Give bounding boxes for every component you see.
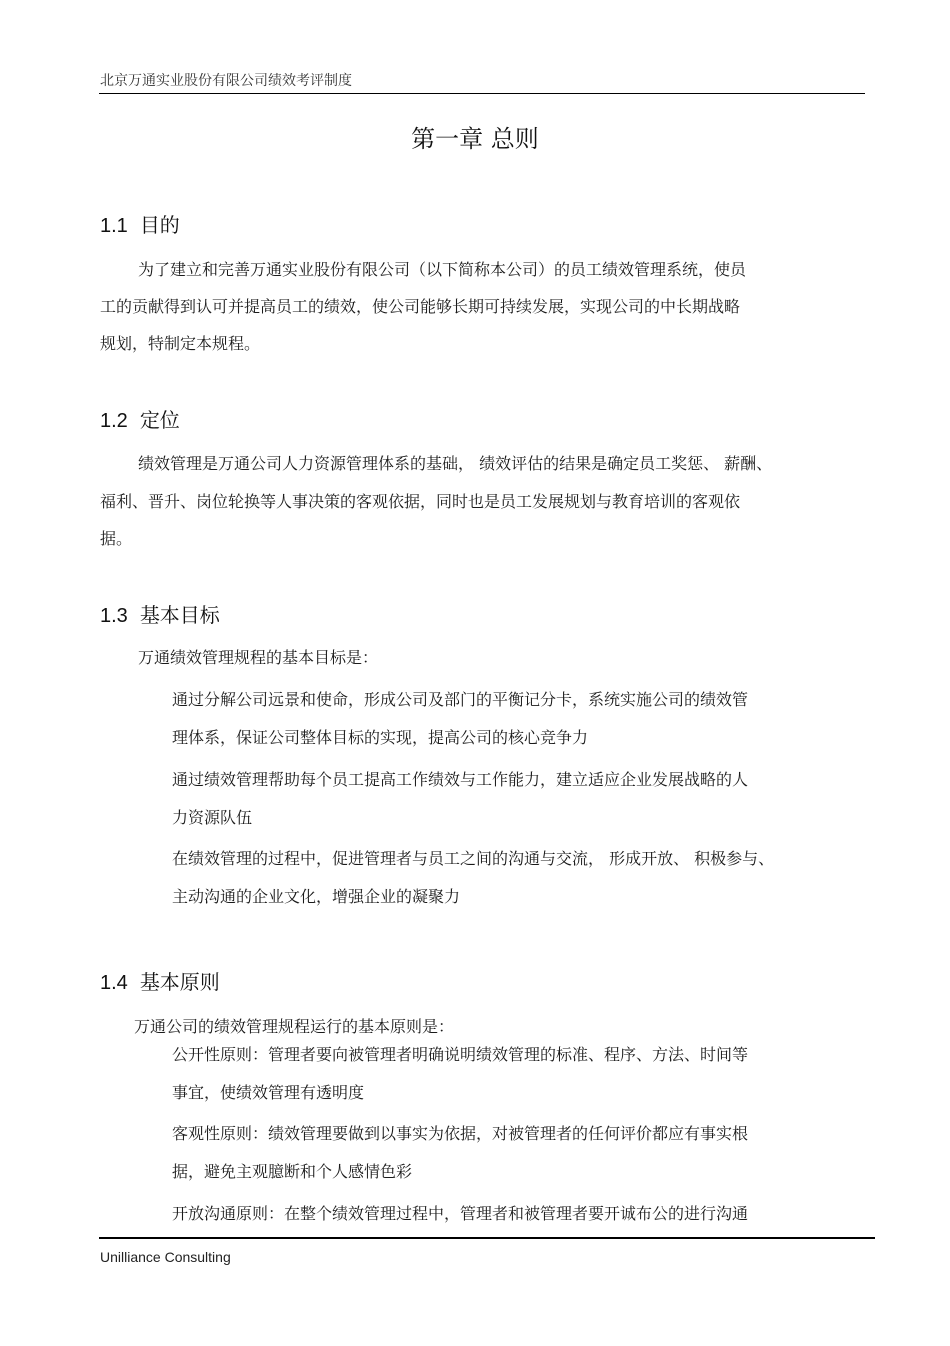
section-number: 1.3 bbox=[100, 605, 128, 627]
list-item-line: 通过分解公司远景和使命，形成公司及部门的平衡记分卡，系统实施公司的绩效管 bbox=[172, 690, 749, 709]
header-divider bbox=[99, 93, 865, 94]
section-title: 定位 bbox=[139, 408, 180, 432]
footer-divider bbox=[99, 1237, 875, 1239]
paragraph-line: 工的贡献得到认可并提高员工的绩效，使公司能够长期可持续发展，实现公司的中长期战略 bbox=[100, 297, 741, 316]
page-header-title: 北京万通实业股份有限公司绩效考评制度 bbox=[100, 73, 352, 89]
section-intro: 万通公司的绩效管理规程运行的基本原则是： bbox=[134, 1017, 455, 1036]
section-heading-1-2 bbox=[100, 404, 180, 433]
section-intro: 万通绩效管理规程的基本目标是： bbox=[138, 648, 379, 667]
section-heading-1-1 bbox=[100, 209, 180, 238]
section-title: 目的 bbox=[139, 213, 180, 237]
list-item-line: 通过绩效管理帮助每个员工提高工作绩效与工作能力，建立适应企业发展战略的人 bbox=[172, 770, 749, 789]
chapter-title: 第一章 总则 bbox=[411, 125, 539, 153]
section-number: 1.4 bbox=[100, 972, 128, 994]
paragraph-line: 为了建立和完善万通实业股份有限公司（以下简称本公司）的员工绩效管理系统，使员 bbox=[138, 260, 747, 279]
list-item-line: 力资源队伍 bbox=[172, 808, 253, 827]
section-number: 1.1 bbox=[100, 215, 128, 237]
paragraph-line: 绩效管理是万通公司人力资源管理体系的基础， 绩效评估的结果是确定员工奖惩、 薪酬、 bbox=[138, 454, 773, 473]
list-item-line: 主动沟通的企业文化，增强企业的凝聚力 bbox=[172, 887, 461, 906]
section-heading-1-3 bbox=[100, 599, 220, 628]
paragraph-line: 福利、晋升、岗位轮换等人事决策的客观依据，同时也是员工发展规划与教育培训的客观依 bbox=[100, 492, 741, 511]
list-item-line: 公开性原则：管理者要向被管理者明确说明绩效管理的标准、程序、方法、时间等 bbox=[172, 1045, 749, 1064]
section-number: 1.2 bbox=[100, 410, 128, 432]
list-item-line: 事宜，使绩效管理有透明度 bbox=[172, 1083, 365, 1102]
list-item-line: 理体系，保证公司整体目标的实现，提高公司的核心竞争力 bbox=[172, 728, 589, 747]
list-item-line: 在绩效管理的过程中，促进管理者与员工之间的沟通与交流， 形成开放、 积极参与、 bbox=[172, 849, 775, 868]
list-item-line: 客观性原则：绩效管理要做到以事实为依据，对被管理者的任何评价都应有事实根 bbox=[172, 1124, 749, 1143]
list-item-line: 据，避免主观臆断和个人感情色彩 bbox=[172, 1162, 413, 1181]
section-title: 基本原则 bbox=[139, 970, 220, 994]
paragraph-line: 规划，特制定本规程。 bbox=[100, 334, 261, 353]
page-footer-text: Unilliance Consulting bbox=[100, 1249, 231, 1265]
paragraph-line: 据。 bbox=[100, 529, 133, 548]
section-heading-1-4 bbox=[100, 966, 220, 995]
section-title: 基本目标 bbox=[139, 603, 220, 627]
list-item-line: 开放沟通原则：在整个绩效管理过程中，管理者和被管理者要开诚布公的进行沟通 bbox=[172, 1204, 749, 1223]
